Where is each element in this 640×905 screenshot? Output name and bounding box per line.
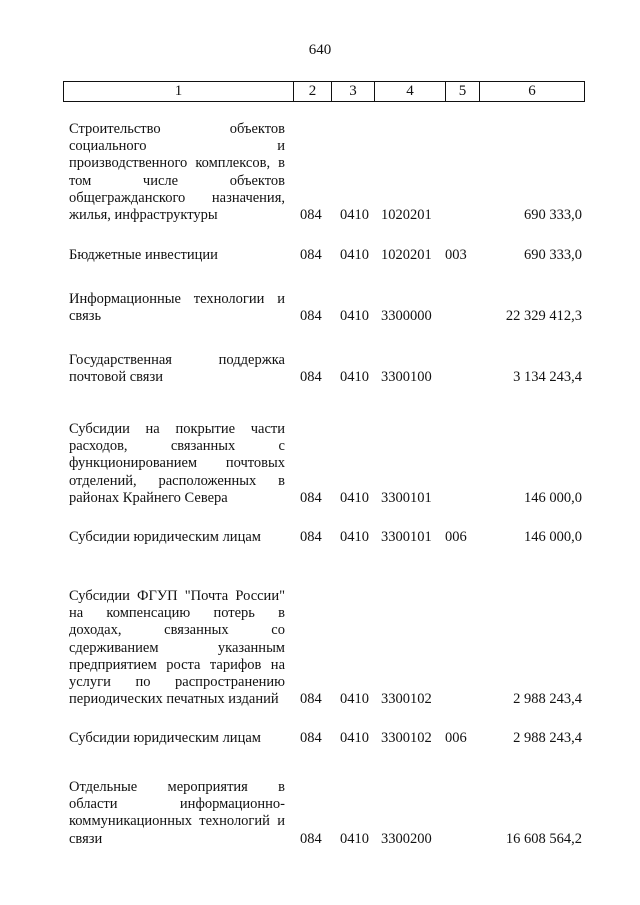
description-line: связь [69,308,102,325]
description-line: районах Крайнего Севера [69,489,228,506]
description-line: почтовой связи [69,369,163,386]
description-line: Информационные технологии и [69,291,285,307]
description-line: коммуникационных технологий и [69,813,285,830]
amount: 2 988 243,4 [513,730,582,746]
ministry-code: 084 [300,691,322,708]
target-article-code: 3300102 [381,691,432,708]
amount: 16 608 564,2 [505,830,582,847]
target-article-code: 3300101 [381,529,432,545]
column-header-2: 2 [294,82,332,102]
description-line: Государственная поддержка [69,352,285,368]
row-description [69,247,285,264]
description-line: отделений, расположенных в [69,472,285,489]
description-line: жилья, инфраструктуры [69,206,218,223]
section-code: 0410 [340,207,369,223]
column-header-4: 4 [375,82,446,102]
description-line: периодических печатных изданий [69,691,279,708]
section-code: 0410 [340,691,369,708]
expense-type-code: 006 [445,730,467,746]
description-line: Субсидии юридическим лицам [69,730,261,746]
amount: 146 000,0 [524,529,582,545]
ministry-code: 084 [300,489,322,506]
description-line: Субсидии юридическим лицам [69,529,261,545]
amount: 22 329 412,3 [505,308,582,325]
column-header-3: 3 [332,82,375,102]
column-header-5: 5 [446,82,480,102]
section-code: 0410 [340,308,369,325]
column-header-row [64,82,585,102]
description-line: сдерживанием указанным [69,639,285,656]
description-line: производственного комплексов, в [69,155,285,172]
description-line: услуги по распространению [69,673,285,690]
description-line: области информационно- [69,796,285,813]
amount: 146 000,0 [524,489,582,506]
ministry-code: 084 [300,730,322,746]
ministry-code: 084 [300,247,322,263]
description-line: Строительство объектов [69,121,285,137]
target-article-code: 1020201 [381,247,432,263]
description-line: на компенсацию потерь в [69,605,285,622]
row-description [69,121,285,224]
description-line: Субсидии ФГУП "Почта России" [69,588,285,604]
ministry-code: 084 [300,830,322,847]
row-description [69,730,285,747]
section-code: 0410 [340,830,369,847]
target-article-code: 3300102 [381,730,432,746]
target-article-code: 1020201 [381,207,432,223]
amount: 3 134 243,4 [513,369,582,386]
row-description [69,291,285,325]
amount: 690 333,0 [524,247,582,263]
column-header-table [63,81,585,102]
target-article-code: 3300100 [381,369,432,386]
description-line: социального и [69,138,285,155]
section-code: 0410 [340,247,369,263]
row-description [69,421,285,507]
target-article-code: 3300000 [381,308,432,325]
row-description [69,529,285,546]
section-code: 0410 [340,369,369,386]
description-line: Бюджетные инвестиции [69,247,218,263]
ministry-code: 084 [300,207,322,223]
row-description [69,588,285,708]
ministry-code: 084 [300,308,322,325]
target-article-code: 3300101 [381,489,432,506]
description-line: том числе объектов [69,172,285,189]
row-description [69,352,285,386]
ministry-code: 084 [300,369,322,386]
description-line: связи [69,830,103,847]
page-number: 640 [308,42,332,58]
description-line: предприятием роста тарифов на [69,656,285,673]
description-line: функционированием почтовых [69,455,285,472]
section-code: 0410 [340,529,369,545]
description-line: Субсидии на покрытие части [69,421,285,437]
row-description [69,779,285,848]
expense-type-code: 003 [445,247,467,263]
section-code: 0410 [340,730,369,746]
amount: 690 333,0 [524,207,582,223]
description-line: Отдельные мероприятия в [69,779,285,795]
amount: 2 988 243,4 [513,691,582,708]
description-line: расходов, связанных с [69,438,285,455]
ministry-code: 084 [300,529,322,545]
section-code: 0410 [340,489,369,506]
description-line: общегражданского назначения, [69,189,285,206]
description-line: доходах, связанных со [69,622,285,639]
target-article-code: 3300200 [381,830,432,847]
column-header-1: 1 [64,82,294,102]
column-header-6: 6 [480,82,585,102]
expense-type-code: 006 [445,529,467,545]
